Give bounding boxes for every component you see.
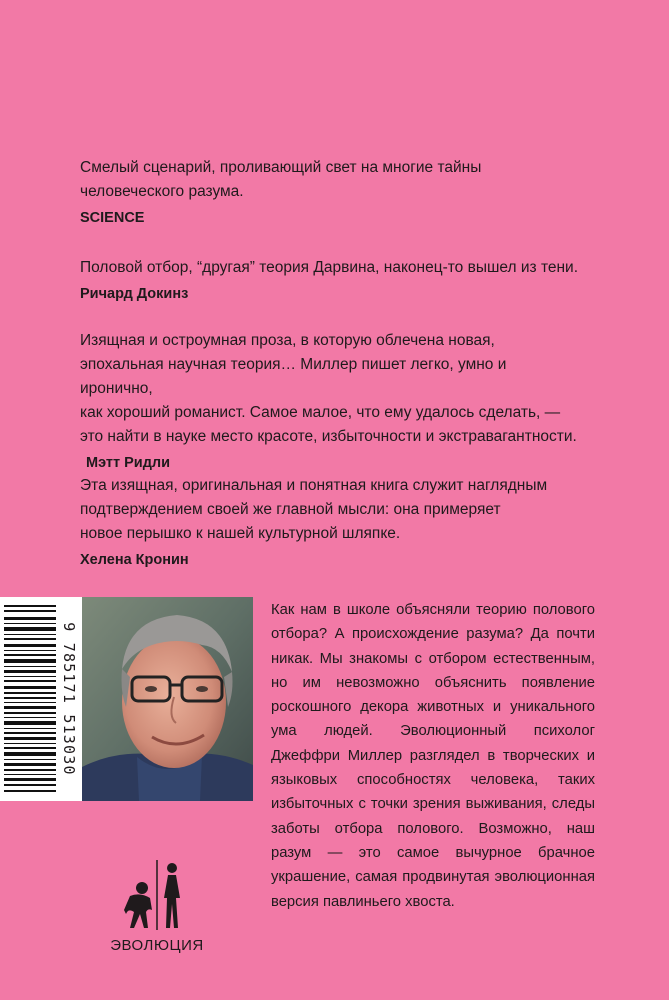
isbn-barcode [0,597,82,801]
quote-line: это найти в науке место красоте, избыточности и экстравагантности. [80,428,577,445]
quote-line: Смелый сценарий, проливающий свет на многие тайны [80,159,482,176]
quote-line: эпохальная научная теория… Миллер пишет легко, умно и иронично, [80,356,507,397]
evolution-logo-icon [112,858,202,932]
quote-line: как хороший романист. Самое малое, что ему удалось сделать, — [80,404,561,421]
quote-dawkins [80,256,580,306]
quote-author: Мэтт Ридли [86,455,171,471]
quote-author: Хелена Кронин [80,552,189,568]
quote-science [80,156,580,230]
quote-line: подтверждением своей же главной мысли: она примеряет [80,501,501,518]
quote-ridley [80,329,580,475]
isbn-digits: 9 785171 513030 [60,622,78,776]
quote-line: Изящная и остроумная проза, в которую облечена новая, [80,332,495,349]
quote-author: SCIENCE [80,210,145,226]
quote-author: Ричард Докинз [80,286,189,302]
barcode-bars [4,601,56,797]
book-description: Как нам в школе объясняли теорию полового отбора? А происхождение разума? Да почти никак. Мы знакомы с отбором естественным, но им невозможно объяснить появление роскошного декора животных и уникального ума людей. Эволюционный психолог Джеффри Миллер разглядел в творческих и языковых способностях человека, таких избыточных с точки зрения выживания, следы заботы отбора полового. Возможно, наш разум — это самое вычурное брачное украшение, самая продвинутая эволюционная версия павлиньего хвоста. [271,602,595,910]
quote-cronin [80,474,580,572]
quote-line: новое перышко к нашей культурной шляпке. [80,525,401,542]
quote-line: человеческого разума. [80,183,244,200]
publisher-name: ЭВОЛЮЦИЯ [110,937,204,954]
quote-line: Эта изящная, оригинальная и понятная книга служит наглядным [80,477,548,494]
author-photo [82,597,253,801]
quote-line: Половой отбор, “другая” теория Дарвина, наконец-то вышел из тени. [80,259,579,276]
